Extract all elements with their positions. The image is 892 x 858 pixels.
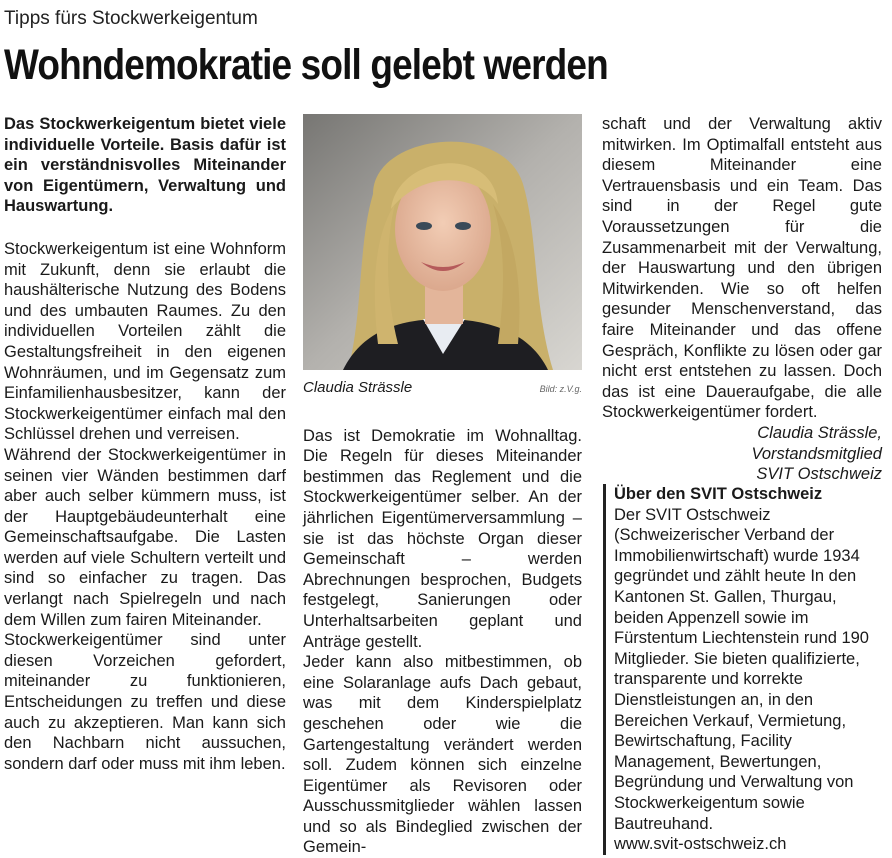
body-paragraph: Während der Stockwerkeigentümer in seinen vier Wänden bestimmen darf aber auch selber kümmern muss, ist der Hauptgebäudeunterhalt eine Gemeinschaftsaufgabe. Die Lasten werden auf viele Schultern verteilt und sind so einfacher zu tragen. Das verlangt nach Spielregeln und nach dem Willen zum fairen Miteinander.: [4, 445, 286, 629]
author-name: Claudia Strässle,: [757, 423, 882, 442]
body-paragraph: Stockwerkeigentum ist eine Wohnform mit Zukunft, denn sie erlaubt die haushälterische Nutzung des Bodens und des umbauten Raumes. Zu den individuellen Vorteilen zählt die Gestaltungsfreiheit in den eigenen Wohnräumen, und im Gegensatz zum Einfamilienhausbesitzer, kann der Stockwerkeigentümer einfach mal den Schlüssel drehen und verreisen.: [4, 239, 286, 444]
portrait-photo: [303, 114, 582, 370]
body-paragraph: Jeder kann also mitbestimmen, ob eine Solaranlage aufs Dach gebaut, was mit dem Kinderspielplatz geschehen oder wie die Gartengestaltung verändert werden soll. Zudem können sich einzelne Eigentümer als Revisoren oder Ausschussmitglieder wählen lassen und so als Bindeglied zwischen der Gemein-: [303, 653, 582, 857]
lead-paragraph: Das Stockwerkeigentum bietet viele individuelle Vorteile. Basis dafür ist ein verständnisvolles Miteinander von Eigentümern, Verwaltung und Hauswartung.: [4, 115, 286, 216]
section-kicker: Tipps fürs Stockwerkeigentum: [4, 8, 258, 29]
headline: Wohndemokratie soll gelebt werden: [4, 41, 608, 89]
column-2: [303, 114, 582, 858]
body-paragraph: Das ist Demokratie im Wohnalltag. Die Regeln für dieses Miteinander bestimmen das Reglement und die Stockwerkeigentümer selber. An der jährlichen Eigentümerversammlung – sie ist das höchste Organ dieser Gemeinschaft – werden Abrechnungen besprochen, Budgets festgelegt, Sanierungen oder Unterhaltsarbeiten geplant und Anträge gestellt.: [303, 426, 582, 651]
author-organization: SVIT Ostschweiz: [756, 465, 882, 484]
info-box: [603, 484, 882, 855]
column-1: [4, 114, 286, 774]
body-paragraph: Stockwerkeigentümer sind unter diesen Vorzeichen gefordert, miteinander zu funktionieren, Entscheidungen zu treffen und diese auch zu akzeptieren. Man kann sich den Nachbarn nicht aussuchen, sondern darf oder muss mit ihm leben.: [4, 631, 286, 773]
photo-credit: Bild: z.V.g.: [539, 384, 582, 394]
website-link[interactable]: www.svit-ostschweiz.ch: [614, 835, 787, 854]
body-paragraph: schaft und der Verwaltung aktiv mitwirken. Im Optimalfall entsteht aus diesem Miteinander eine Vertrauensbasis und ein Team. Das sind in der Regel gute Voraussetzungen für die Zusammenarbeit mit der Verwaltung, der Hauswartung und den übrigen Mitwirkenden. Wie so oft helfen gesunder Menschenverstand, das faire Miteinander und das offene Gespräch, Konflikte zu lösen oder gar nicht erst entstehen zu lassen. Doch das ist eine Daueraufgabe, die alle Stockwerkeigentümer fordert.: [602, 115, 882, 422]
column-3: [602, 114, 882, 485]
info-box-title: Über den SVIT Ostschweiz: [614, 485, 823, 503]
author-role: Vorstandsmitglied: [751, 444, 882, 463]
info-box-text: Der SVIT Ostschweiz (Schweizerischer Verband der Immobilienwirtschaft) wurde 1934 gegründet und zählt heute In den Kantonen St. Gallen, Thurgau, beiden Appenzell sowie im Fürstentum Liechtenstein rund 190 Mitglieder. Sie bieten qualifizierte, transparente und korrekte Dienstleistungen an, in den Bereichen Verkauf, Vermietung, Bewirtschaftung, Facility Management, Bewertungen, Begründung und Verwaltung von Stockwerkeigentum sowie Bautreuhand.: [614, 505, 869, 833]
photo-caption: Claudia Strässle: [303, 379, 413, 396]
